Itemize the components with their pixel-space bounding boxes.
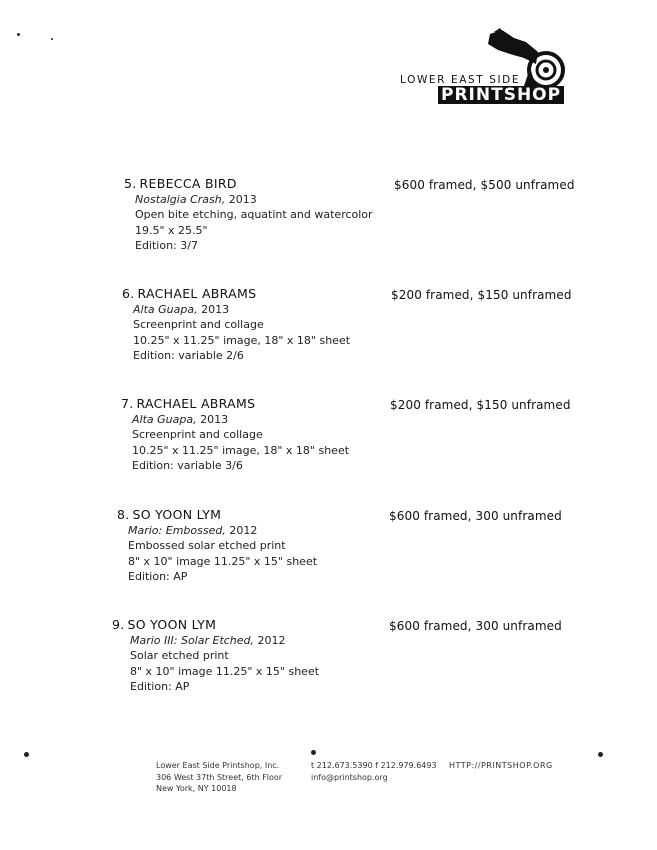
artwork-size: 10.25" x 11.25" image, 18" x 18" sheet <box>132 443 350 457</box>
entry-details <box>132 412 349 474</box>
entry-heading <box>122 286 350 302</box>
artwork-year: 2013 <box>200 413 229 426</box>
entry-heading <box>121 396 349 412</box>
entry-details <box>135 192 373 254</box>
artwork-edition: Edition: AP <box>128 570 188 584</box>
price: $600 framed, 300 unframed <box>389 509 562 523</box>
entry-details <box>130 633 319 695</box>
artwork-edition: Edition: 3/7 <box>135 239 198 253</box>
artwork-medium: Screenprint and collage <box>133 318 264 332</box>
artwork-title: Alta Guapa, <box>132 413 197 426</box>
entry-details <box>133 302 350 364</box>
entry-number: 9. <box>112 617 125 632</box>
artwork-entry <box>122 286 350 364</box>
artwork-medium: Solar etched print <box>130 649 229 663</box>
footer-phones: t 212.673.5390 f 212.979.6493 <box>311 761 437 770</box>
footer-email[interactable]: info@printshop.org <box>311 772 388 782</box>
footer-city: New York, NY 10018 <box>156 784 237 793</box>
artwork-edition: Edition: variable 2/6 <box>133 349 244 363</box>
scan-speck <box>311 750 316 755</box>
entry-number: 8. <box>117 507 130 522</box>
artist-name: RACHAEL ABRAMS <box>136 396 256 411</box>
logo-line-2: PRINTSHOP <box>438 86 564 104</box>
artist-name: RACHAEL ABRAMS <box>137 286 257 301</box>
artwork-size: 10.25" x 11.25" image, 18" x 18" sheet <box>133 333 351 347</box>
footer-website[interactable]: HTTP://PRINTSHOP.ORG <box>449 761 553 770</box>
artwork-edition: Edition: AP <box>130 680 190 694</box>
price: $200 framed, $150 unframed <box>390 398 571 412</box>
artwork-title: Nostalgia Crash, <box>135 193 226 206</box>
artwork-size: 8" x 10" image 11.25" x 15" sheet <box>130 664 320 678</box>
artwork-year: 2012 <box>229 524 258 537</box>
artwork-title: Mario: Embossed, <box>128 524 226 537</box>
scan-speck <box>17 33 20 36</box>
title-line <box>130 633 319 648</box>
price: $600 framed, 300 unframed <box>389 619 562 633</box>
entry-details <box>128 523 317 585</box>
entry-number: 7. <box>121 396 134 411</box>
entry-heading <box>124 176 373 192</box>
artist-name: SO YOON LYM <box>132 507 222 522</box>
artwork-size: 8" x 10" image 11.25" x 15" sheet <box>128 554 318 568</box>
artwork-entry <box>121 396 349 474</box>
artwork-entry <box>112 617 319 695</box>
entry-number: 6. <box>122 286 135 301</box>
title-line <box>135 192 373 207</box>
artwork-year: 2013 <box>201 303 230 316</box>
artist-name: REBECCA BIRD <box>139 176 237 191</box>
price: $200 framed, $150 unframed <box>391 288 572 302</box>
artist-name: SO YOON LYM <box>127 617 217 632</box>
footer-contact <box>311 760 437 783</box>
artwork-year: 2013 <box>228 193 257 206</box>
footer-org-name: Lower East Side Printshop, Inc. <box>156 761 280 770</box>
title-line <box>128 523 317 538</box>
artwork-edition: Edition: variable 3/6 <box>132 459 243 473</box>
artwork-title: Alta Guapa, <box>133 303 198 316</box>
entry-heading <box>117 507 317 523</box>
scan-speck <box>598 752 603 757</box>
title-line <box>132 412 349 427</box>
artwork-medium: Screenprint and collage <box>132 428 263 442</box>
artwork-year: 2012 <box>257 634 286 647</box>
footer-address <box>156 760 282 795</box>
footer-street: 306 West 37th Street, 6th Floor <box>156 772 283 782</box>
artwork-entry <box>124 176 373 254</box>
entry-heading <box>112 617 319 633</box>
artwork-medium: Open bite etching, aquatint and watercolor <box>135 208 373 222</box>
artwork-title: Mario III: Solar Etched, <box>130 634 255 647</box>
scan-speck <box>24 752 29 757</box>
scan-speck <box>51 38 53 40</box>
printshop-logo <box>398 28 590 108</box>
logo-line-1: LOWER EAST SIDE <box>400 74 521 86</box>
artwork-medium: Embossed solar etched print <box>128 539 286 553</box>
price: $600 framed, $500 unframed <box>394 178 575 192</box>
entry-number: 5. <box>124 176 137 191</box>
title-line <box>133 302 350 317</box>
artwork-entry <box>117 507 317 585</box>
artwork-size: 19.5" x 25.5" <box>135 223 208 237</box>
